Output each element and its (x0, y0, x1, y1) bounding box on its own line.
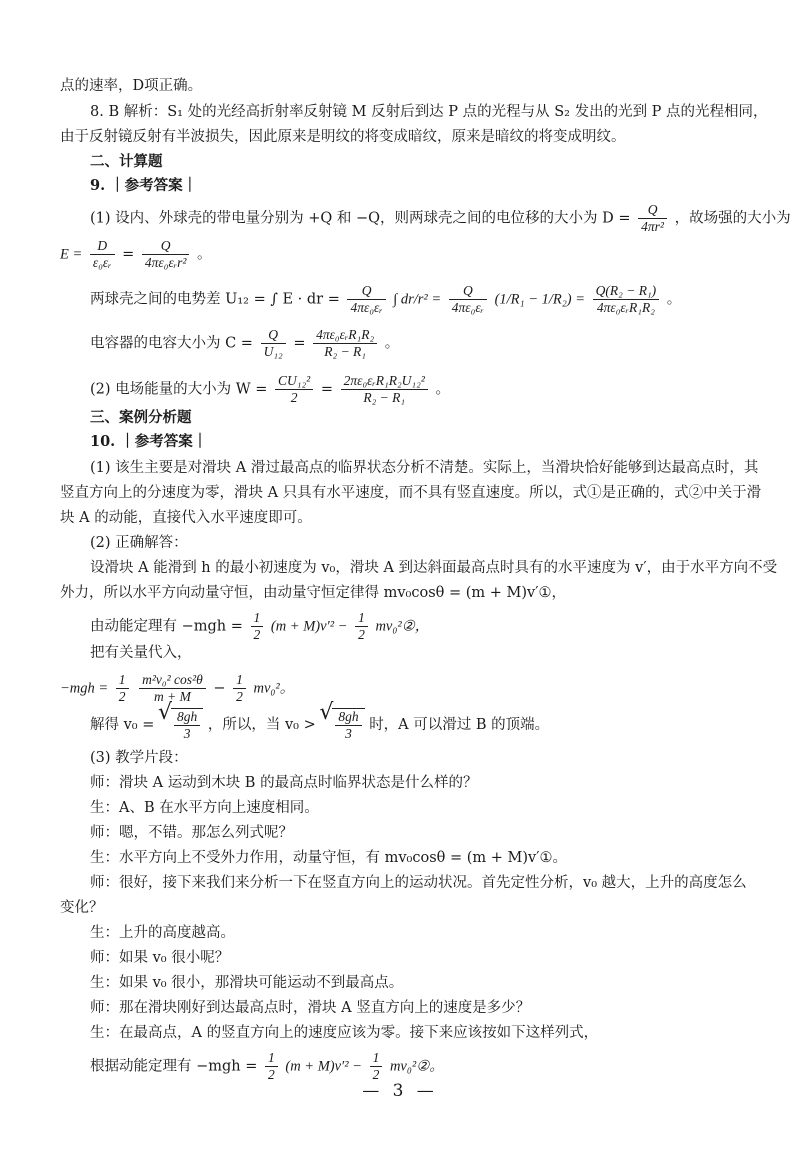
dialogue-line: 师：滑块 A 运动到木块 B 的最高点时临界状态是什么样的？ (90, 775, 478, 791)
section-heading-calculation: 二、计算题 (90, 153, 163, 170)
formula-line-solution: 解得 v₀ = √ $\frac{8gh}{3}$ ，所以，当 v₀ > √ $\frac{8gh}{3}$ 时，A 可以滑过 B 的顶端。 (90, 708, 549, 742)
text-line: (1) 该生主要是对滑块 A 滑过最高点的临界状态分析不清楚。实际上，当滑块恰好能够到达最高点时，其 (90, 460, 759, 476)
page-number: — 3 — (362, 1081, 438, 1101)
dialogue-line: 生：上升的高度越高。 (90, 925, 235, 941)
dialogue-line: 生：A、B 在水平方向上速度相同。 (90, 800, 319, 816)
dialogue-line: 变化？ (60, 900, 104, 916)
dialogue-line: 师：如果 v₀ 很小呢？ (90, 950, 230, 966)
answer-8: 8. B 解析：S₁ 处的光经高折射率反射镜 M 反射后到达 P 点的光程与从 S₂ 发出的光到 P 点的光程相同， (90, 104, 768, 120)
text-line: (3) 教学片段： (90, 750, 188, 766)
dialogue-line: 生：水平方向上不受外力作用，动量守恒，有 mv₀cosθ = (m + M)v′①。 (90, 850, 568, 866)
text-line: 块 A 的动能，直接代入水平速度即可。 (60, 510, 312, 526)
formula-line-w: (2) 电场能量的大小为 W = $\frac{\text{CU₁₂²}}{2}$ = $\frac{\text{2πε₀εᵣR₁R₂U₁₂²}}{\text{R₂ − R₁}}$ 。 (90, 373, 450, 405)
text-line: 由于反射镜反射有半波损失，因此原来是明纹的将变成暗纹，原来是暗纹的将变成明纹。 (60, 129, 626, 145)
formula-line-kinetic: 由动能定理有 −mgh = $\frac{1}{2}$ (m + M)v′² − $\frac{1}{2}$ mv₀²②， (90, 610, 430, 642)
text-line: 外力，所以水平方向动量守恒，由动量守恒定律得 mv₀cosθ = (m + M)v′①， (60, 585, 567, 601)
dialogue-line: 师：那在滑块刚好到达最高点时，滑块 A 竖直方向上的速度是多少？ (90, 1000, 531, 1016)
formula-line-c: 电容器的电容大小为 C = $\frac{Q}{\text{U₁₂}}$ = $\frac{\text{4πε₀εᵣR₁R₂}}{\text{R₂ − R₁}}$ 。 (90, 327, 400, 359)
formula-line-d: (1) 设内、外球壳的带电量分别为 +Q 和 −Q，则两球壳之间的电位移的大小为 D = $\frac{Q}{\text{4πr²}}$ ，故场强的大小为 (90, 202, 791, 234)
text-line: 把有关量代入， (90, 645, 192, 661)
dialogue-line: 生：如果 v₀ 很小，那滑块可能运动不到最高点。 (90, 975, 404, 991)
question-9-label: 9. ｜参考答案｜ (90, 177, 198, 194)
text-line: (2) 正确解答： (90, 535, 188, 551)
section-heading-case: 三、案例分析题 (90, 409, 192, 426)
question-10-label: 10. ｜参考答案｜ (90, 433, 208, 450)
text-line: 设滑块 A 能滑到 h 的最小初速度为 v₀，滑块 A 到达斜面最高点时具有的水平速度为 v′，由于水平方向不受 (90, 560, 778, 576)
dialogue-line: 生：在最高点，A 的竖直方向上的速度应该为零。接下来应该按如下这样列式， (90, 1025, 599, 1041)
text-line: 竖直方向上的分速度为零，滑块 A 只具有水平速度，而不具有竖直速度。所以，式①是正确的，式②中关于滑 (60, 485, 762, 501)
dialogue-line: 师：嗯，不错。那怎么列式呢？ (90, 825, 293, 841)
formula-line-final: 根据动能定理有 −mgh = $\frac{1}{2}$ (m + M)v′² − $\frac{1}{2}$ mv₀²②。 (90, 1050, 444, 1082)
dialogue-line: 师：很好，接下来我们来分析一下在竖直方向上的运动状况。首先定性分析，v₀ 越大，上升的高度怎么 (90, 875, 747, 891)
text-line: 点的速率，D项正确。 (60, 78, 203, 94)
formula-line-substitution: −mgh = $\frac{1}{2}$ $\frac{\text{m²v₀² cos²θ}}{m + M}$ − $\frac{1}{2}$ mv₀²。 (60, 672, 295, 704)
formula-line-u: 两球壳之间的电势差 U₁₂ = ∫ E · dr = $\frac{Q}{\text{4πε₀εᵣ}}$ ∫ dr/r² = $\frac{Q}{\text{4πε₀εᵣ}}$ (1/R₁ − 1/R₂) = $\frac{\text{Q(R₂ − R₁)}}{\text{4πε₀εᵣR₁R₂}}$ 。 (90, 283, 682, 315)
formula-line-e: E = $\frac{D}{\text{ε₀εᵣ}}$ = $\frac{Q}{\text{4πε₀εᵣr²}}$ 。 (60, 238, 212, 270)
